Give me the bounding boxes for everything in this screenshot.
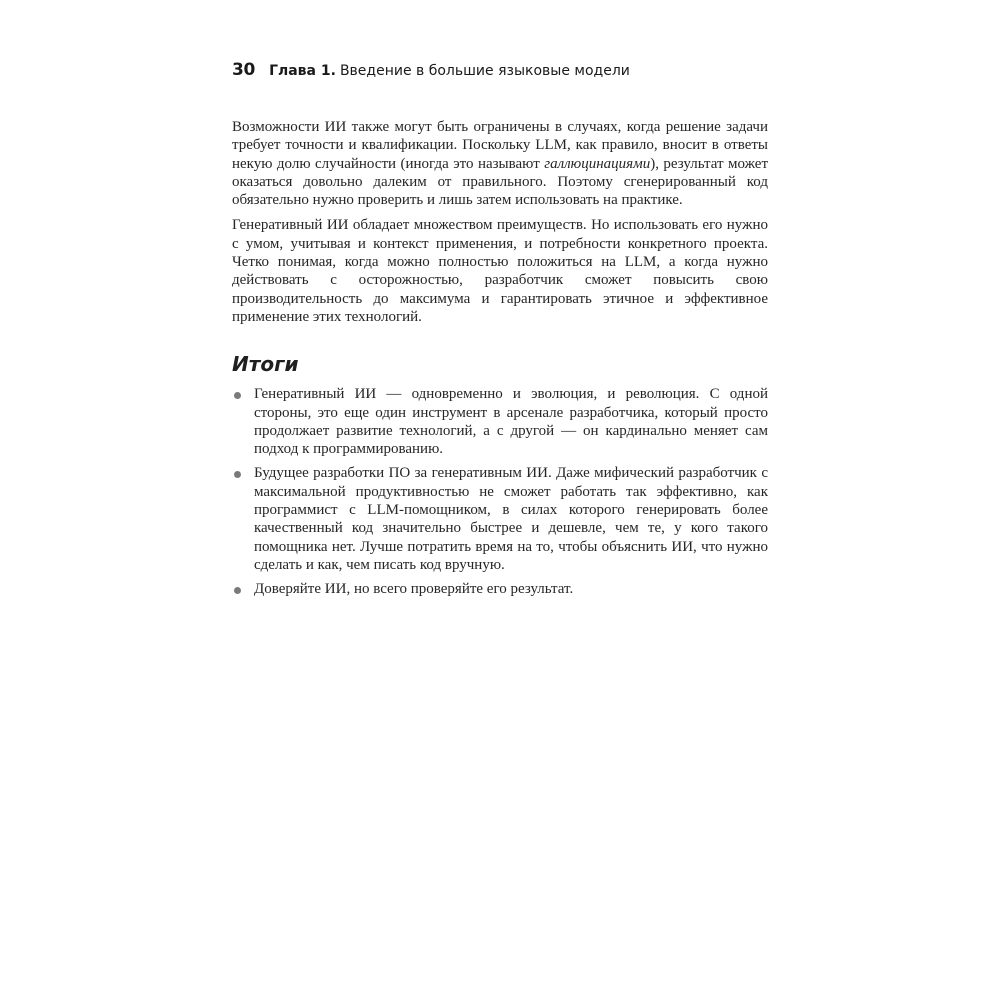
bullet-text: Доверяйте ИИ, но всего проверяйте его результат. — [254, 581, 574, 598]
bullet-text: Генеративный ИИ — одновременно и эволюция, и революция. С одной стороны, это еще один инструмент в арсенале разработчика, который просто продолжает развитие технологий, а с другой — он кардинально меняет сам подход к программированию. — [254, 386, 768, 458]
paragraph-limitations — [232, 118, 768, 209]
book-page — [232, 60, 768, 605]
page-number: 30 — [232, 60, 256, 80]
running-head — [232, 60, 768, 90]
bullet-icon — [234, 471, 241, 478]
summary-bullet-list — [232, 385, 768, 598]
section-heading-summary: Итоги — [232, 352, 299, 377]
paragraph-text: ), результат может оказаться довольно далеким от правильного. Поэтому сгенерированный код обязательно нужно проверить и лишь затем использовать на практике. — [232, 155, 768, 209]
chapter-label: Глава 1. — [269, 63, 336, 79]
bullet-icon — [234, 392, 241, 399]
list-item — [232, 385, 768, 458]
bullet-icon — [234, 587, 241, 594]
emphasis-term: галлюцинациями — [544, 155, 651, 172]
paragraph-text: Возможности ИИ также могут быть ограничены в случаях, когда решение задачи требует точности и квалификации. Поскольку LLM, как правило, вносит в ответы некую долю случайности (иногда это называют — [232, 119, 768, 172]
list-item — [232, 580, 768, 598]
paragraph-advantages: Генеративный ИИ обладает множеством преимуществ. Но использовать его нужно с умом, учитывая и контекст применения, и потребности конкретного проекта. Четко понимая, когда можно полностью положиться на LLM, а когда нужно действовать с осторожностью, разработчик сможет повысить свою производительность до максимума и гарантировать этичное и эффективное применение этих технологий. — [232, 217, 768, 325]
chapter-title: Введение в большие языковые модели — [339, 63, 630, 79]
list-item — [232, 464, 768, 574]
bullet-text: Будущее разработки ПО за генеративным ИИ. Даже мифический разработчик с максимальной продуктивностью не сможет работать так эффективно, как программист с LLM-помощником, в силах которого генерировать более качественный код значительно быстрее и дешевле, чем те, у кого такого помощника нет. Лучше потратить время на то, чтобы объяснить ИИ, что нужно сделать и как, чем писать код вручную. — [254, 465, 768, 573]
